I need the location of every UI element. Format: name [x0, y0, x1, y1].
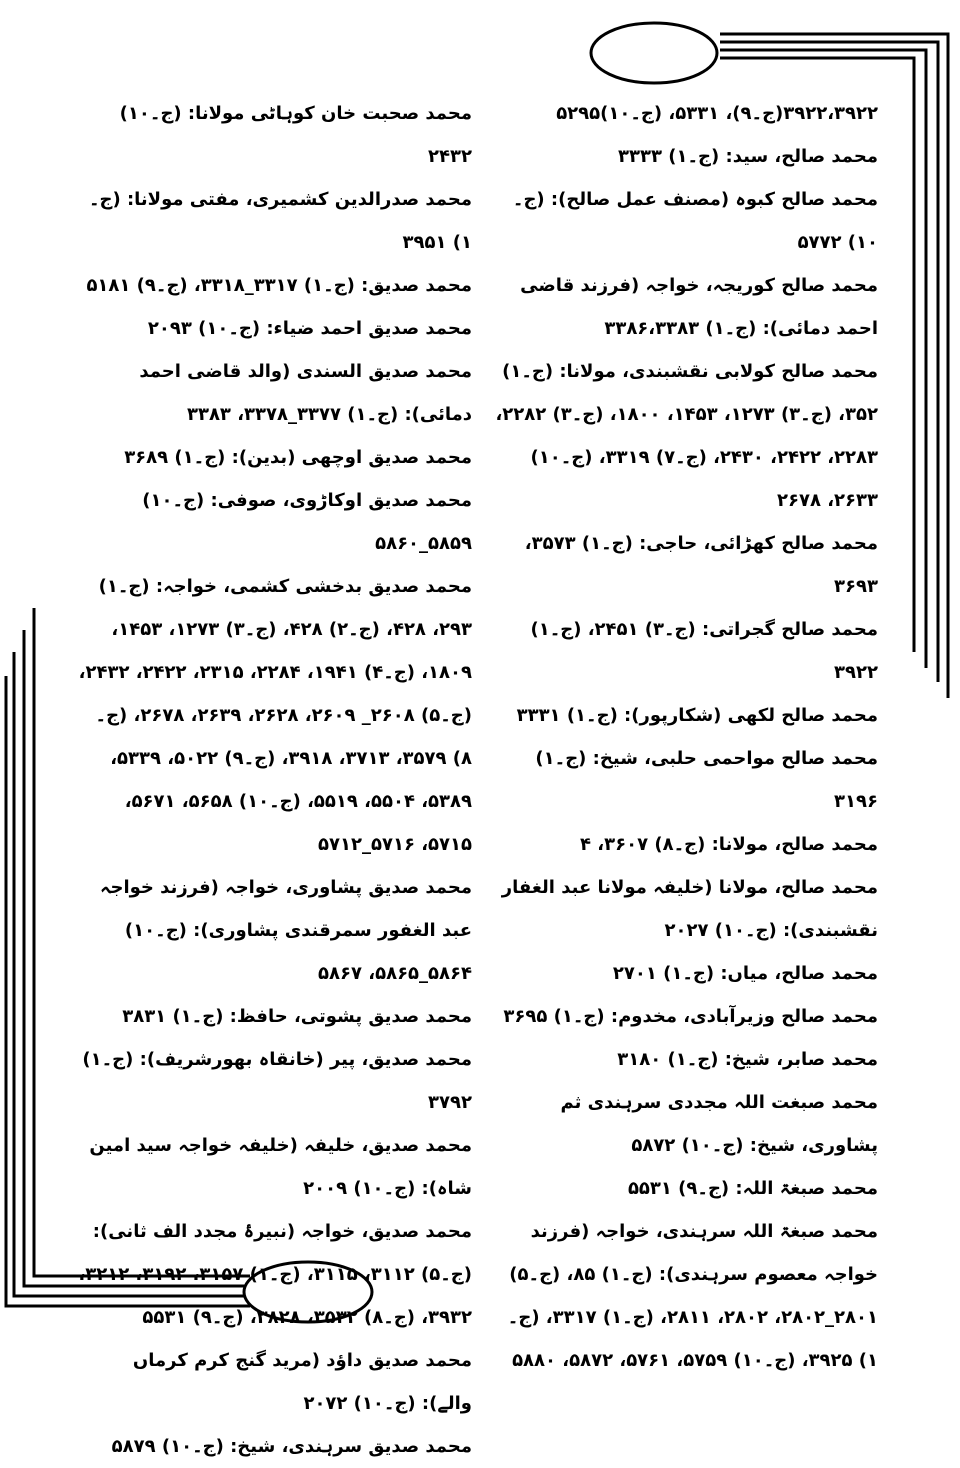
index-entry: محمد صابر، شیخ: (ج۔۱) ۳۱۸۰	[617, 1049, 878, 1070]
index-entry: محمد صدیق، خلیفہ (خلیفہ خواجہ سید امین شاہ): (ج۔۱۰) ۲۰۰۹	[89, 1135, 472, 1199]
index-entry: محمد صدیق، پیر (خانقاہ بھورشریف): (ج۔۱) ۳۷۹۲	[82, 1049, 472, 1113]
top-ornament-oval	[591, 23, 717, 83]
index-entry: محمد صالح لکھی (شکارپور): (ج۔۱) ۳۳۳۱	[516, 705, 878, 726]
index-entry: محمد صبغۃ اللہ: (ج۔۹) ۵۵۳۱	[627, 1178, 878, 1199]
index-entry: محمد صدیق سرہندی، شیخ: (ج۔۱۰) ۵۸۷۹	[111, 1436, 472, 1457]
index-entry: محمد صدیق، خواجہ (نبیرۂ مجدد الف ثانی): (ج۔۵) ۳۱۱۲، ۳۱۱۵، (ج۔۱) ۳۱۵۷، ۳۱۹۲، ۳۲۱۲، ۳۹۳۲، (ج۔۸) ۳۵۳۲، ۳۸۲۸، (ج۔۹) ۵۵۳۱	[78, 1221, 472, 1328]
index-entry: محمد صبغۃ اللہ سرہندی، خواجہ (فرزند خواجہ معصوم سرہندی): (ج۔۱) ۸۵، (ج۔۵) ۲۸۰۱_۲۸۰۲، ۲۸۰۲، ۲۸۱۱، (ج۔۱) ۳۳۱۷، (ج۔۱) ۳۹۲۵، (ج۔۱۰) ۵۷۵۹، ۵۷۶۱، ۵۸۷۲، ۵۸۸۰	[507, 1221, 878, 1371]
index-entry: محمد صدیق السندی (والد قاضی احمد دمائی): (ج۔۱) ۳۳۷۷_۳۳۷۸، ۳۳۸۳	[139, 361, 472, 425]
index-entry: محمد صدیق: (ج۔۱) ۳۳۱۷_۳۳۱۸، (ج۔۹) ۵۱۸۱	[86, 275, 472, 296]
index-entry: محمد صحبت خان کوہاٹی مولانا: (ج۔۱۰) ۲۴۳۲	[119, 103, 472, 167]
index-entry: محمد صالح وزیرآبادی، مخدوم: (ج۔۱) ۳۶۹۵	[503, 1006, 878, 1027]
index-entry: محمد صالح، مولانا (خلیفہ مولانا عبد الغفار نقشبندی): (ج۔۱۰) ۲۰۲۷	[501, 877, 878, 941]
index-entry: محمد صدیق پشوتی، حافظ: (ج۔۱) ۳۸۳۱	[122, 1006, 472, 1027]
index-entry: محمد صالح، مولانا: (ج۔۸) ۳۶۰۷، ۴	[580, 834, 878, 855]
index-entry: محمد صالح کھڑائی، حاجی: (ج۔۱) ۳۵۷۳، ۳۶۹۳	[524, 533, 878, 597]
index-entry: محمد صالح گجراتی: (ج۔۳) ۲۴۵۱، (ج۔۱) ۳۹۲۲	[530, 619, 878, 683]
index-entry: محمد صالح، سید: (ج۔۱) ۳۳۳۳	[618, 146, 878, 167]
index-entry: محمد صدیق احمد ضیاء: (ج۔۱۰) ۲۰۹۳	[147, 318, 472, 339]
index-entry: محمد صدیق بدخشی کشمی، خواجہ: (ج۔۱) ۲۹۳، ۴۲۸، (ج۔۲) ۴۲۸، (ج۔۳) ۱۲۷۳، ۱۴۵۳، ۱۸۰۹، (ج۔۴) ۱۹۴۱، ۲۲۸۴، ۲۳۱۵، ۲۴۲۲، ۲۴۳۲، (ج۔۵) ۲۶۰۸_ ۲۶۰۹، ۲۶۲۸، ۲۶۳۹، ۲۶۷۸، (ج۔۸) ۳۵۷۹، ۳۷۱۳، ۳۹۱۸، (ج۔۹) ۵۰۲۲، ۵۳۳۹، ۵۳۸۹، ۵۵۰۴، ۵۵۱۹، (ج۔۱۰) ۵۶۵۸، ۵۶۷۱، ۵۷۱۵، ۵۷۱۶_۵۷۱۲	[78, 576, 472, 855]
index-entry: محمد صدیق داؤد (مرید گنج کرم کرماں والے): (ج۔۱۰) ۲۰۷۲	[132, 1350, 472, 1414]
index-column-right	[492, 92, 878, 1382]
index-column-left	[78, 92, 472, 1468]
index-entry: محمد صالح کولابی نقشبندی، مولانا: (ج۔۱) ۳۵۲، (ج۔۳) ۱۲۷۳، ۱۴۵۳، ۱۸۰۰، (ج۔۳) ۲۲۸۲، ۲۲۸۳، ۲۴۲۲، ۲۴۳۰، (ج۔۷) ۳۳۱۹، (ج۔۱۰) ۲۶۳۳، ۲۶۷۸	[495, 361, 878, 511]
index-entry: محمد صالح مواحمی حلبی، شیخ: (ج۔۱) ۳۱۹۶	[535, 748, 878, 812]
index-entry: محمد صدیق اوچھی (بدین): (ج۔۱) ۳۶۸۹	[124, 447, 472, 468]
index-entry: محمد صدیق اوکاڑوی، صوفی: (ج۔۱۰) ۵۸۵۹_۵۸۶۰	[142, 490, 472, 554]
index-entry: محمد صالح کبوہ (مصنف عمل صالح): (ج۔۱۰) ۵۷۷۲	[512, 189, 878, 253]
index-entry: محمد صالح، میاں: (ج۔۱) ۲۷۰۱	[612, 963, 878, 984]
index-entry: محمد صدرالدین کشمیری، مفتی مولانا: (ج۔۱) ۳۹۵۱	[88, 189, 472, 253]
index-entry: محمد صبغت اللہ مجددی سرہندی ثم پشاوری، شیخ: (ج۔۱۰) ۵۸۷۲	[560, 1092, 878, 1156]
index-entry: محمد صالح کوریجہ، خواجہ (فرزند قاضی احمد دمائی): (ج۔۱) ۳۳۸۶،۳۳۸۳	[520, 275, 878, 339]
index-entry: محمد صدیق پشاوری، خواجہ (فرزند خواجہ عبد الغفور سمرقندی پشاوری): (ج۔۱۰) ۵۸۶۴_۵۸۶۵، ۵۸۶۷	[99, 877, 472, 984]
index-entry: ۳۹۲۲،۳۹۲۲(ج۔۹)، ۵۳۳۱، (ج۔۱۰)۵۲۹۵	[556, 103, 878, 124]
